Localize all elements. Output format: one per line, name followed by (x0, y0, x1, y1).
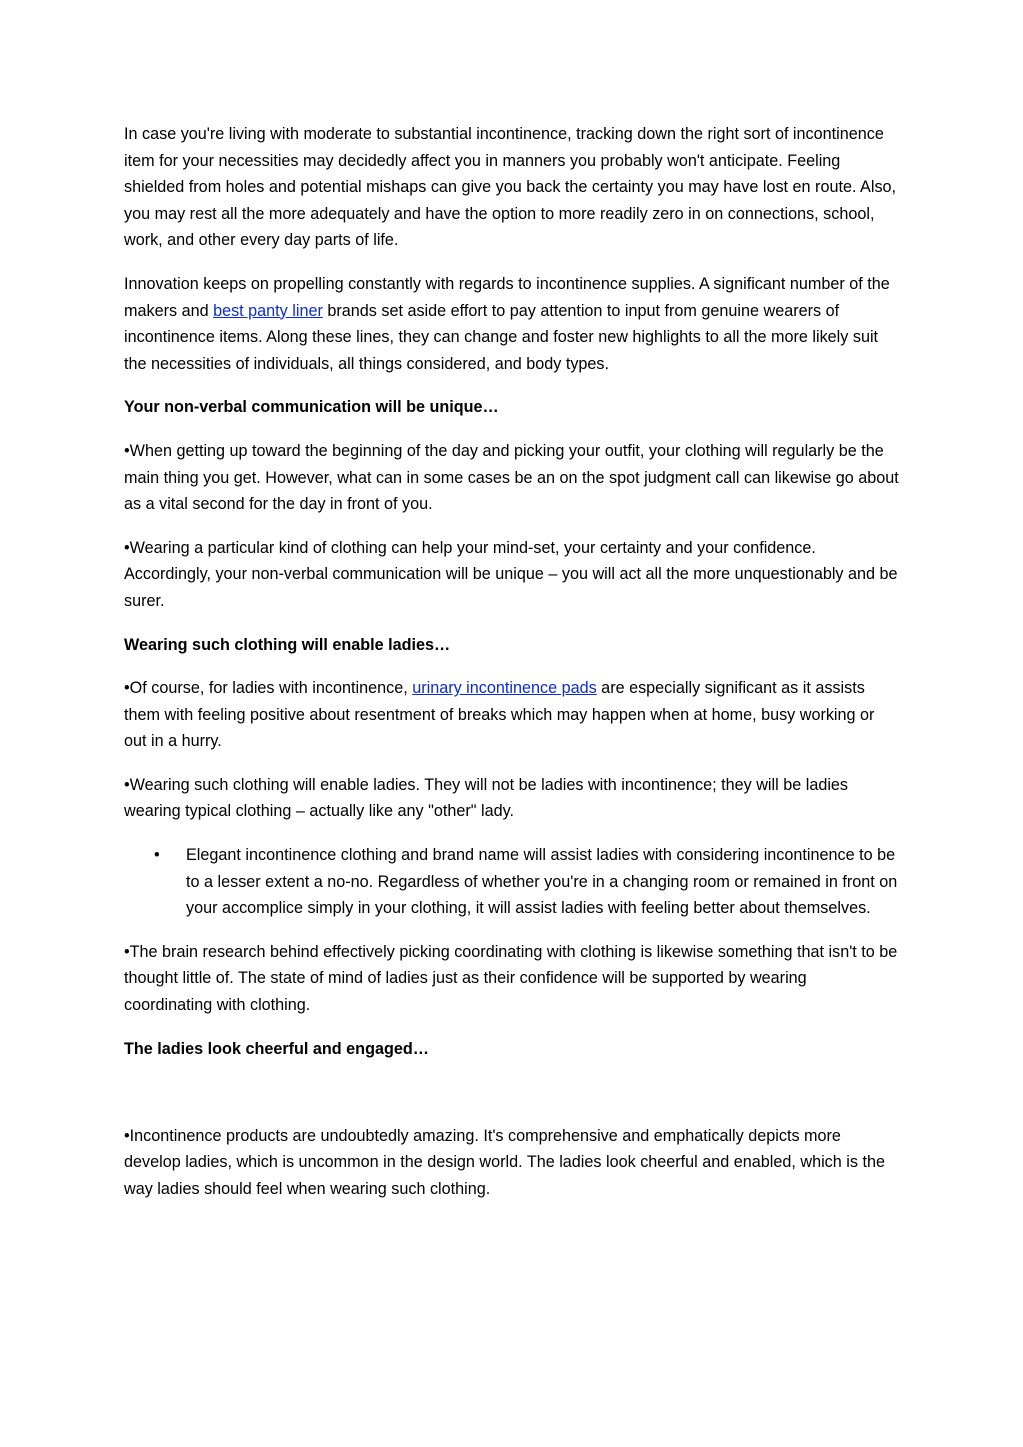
paragraph-products: •Incontinence products are undoubtedly amazing. It's comprehensive and emphatically depicts more develop ladies, which is uncommon in the design world. The ladies look cheerful and enabled, which is the way ladies should feel when wearing such clothing. (124, 1126, 885, 1198)
heading-non-verbal: Your non-verbal communication will be unique… (124, 398, 499, 417)
paragraph-innovation-text-after: brands set aside effort to pay attention to input from genuine wearers of incontinence items. Along these lines, they can change and foster new highlights to all the more likely suit the necessities of individuals, all things considered, and body types. (124, 301, 879, 373)
paragraph-innovation (124, 271, 899, 377)
empty-paragraph (124, 1079, 899, 1106)
heading-cheerful: The ladies look cheerful and engaged… (124, 1039, 429, 1058)
paragraph-brain-research: •The brain research behind effectively picking coordinating with clothing is likewise something that isn't to be thought little of. The state of mind of ladies just as their confidence will be supported by wearing coordinating with clothing. (124, 942, 898, 1015)
paragraph-of-course (124, 675, 899, 755)
list-item (124, 842, 899, 922)
document-page (124, 121, 899, 1220)
list-item-text: Elegant incontinence clothing and brand name will assist ladies with considering incontinence to be to a lesser extent a no-no. Regardless of whether you're in a changing room or remained in front on your accomplice simply in your clothing, it will assist ladies with feeling better about themselves. (186, 846, 898, 918)
bullet-list (124, 842, 899, 922)
paragraph-enable-ladies: •Wearing such clothing will enable ladies. They will not be ladies with incontinence; they will be ladies wearing typical clothing – actually like any "other" lady. (124, 775, 849, 821)
urinary-incontinence-pads-link[interactable]: urinary incontinence pads (412, 679, 597, 698)
paragraph-innovation-text-before: Innovation keeps on propelling constantly with regards to incontinence supplies. A significant number of the makers and (124, 274, 890, 320)
paragraph-of-course-text-after: are especially significant as it assists them with feeling positive about resentment of breaks which may happen when at home, busy working or out in a hurry. (124, 679, 875, 751)
paragraph-of-course-text-before: •Of course, for ladies with incontinence, (124, 679, 413, 698)
best-panty-liner-link[interactable]: best panty liner (213, 301, 323, 320)
heading-enable-ladies: Wearing such clothing will enable ladies… (124, 635, 451, 654)
paragraph-wearing-particular: •Wearing a particular kind of clothing can help your mind-set, your certainty and your confidence. Accordingly, your non-verbal communication will be unique – you will act all the more unquestionably and be surer. (124, 538, 898, 610)
paragraph-intro: In case you're living with moderate to substantial incontinence, tracking down the right sort of incontinence item for your necessities may decidedly affect you in manners you probably won't anticipate. Feeling shielded from holes and potential mishaps can give you back the certainty you may have lost en route. Also, you may rest all the more adequately and have the option to more readily zero in on connections, school, work, and other every day parts of life. (124, 125, 897, 250)
paragraph-getting-up: •When getting up toward the beginning of the day and picking your outfit, your clothing will regularly be the main thing you get. However, what can in some cases be an on the spot judgment call can likewise go about as a vital second for the day in front of you. (124, 441, 899, 514)
bullet-marker: • (154, 846, 160, 865)
